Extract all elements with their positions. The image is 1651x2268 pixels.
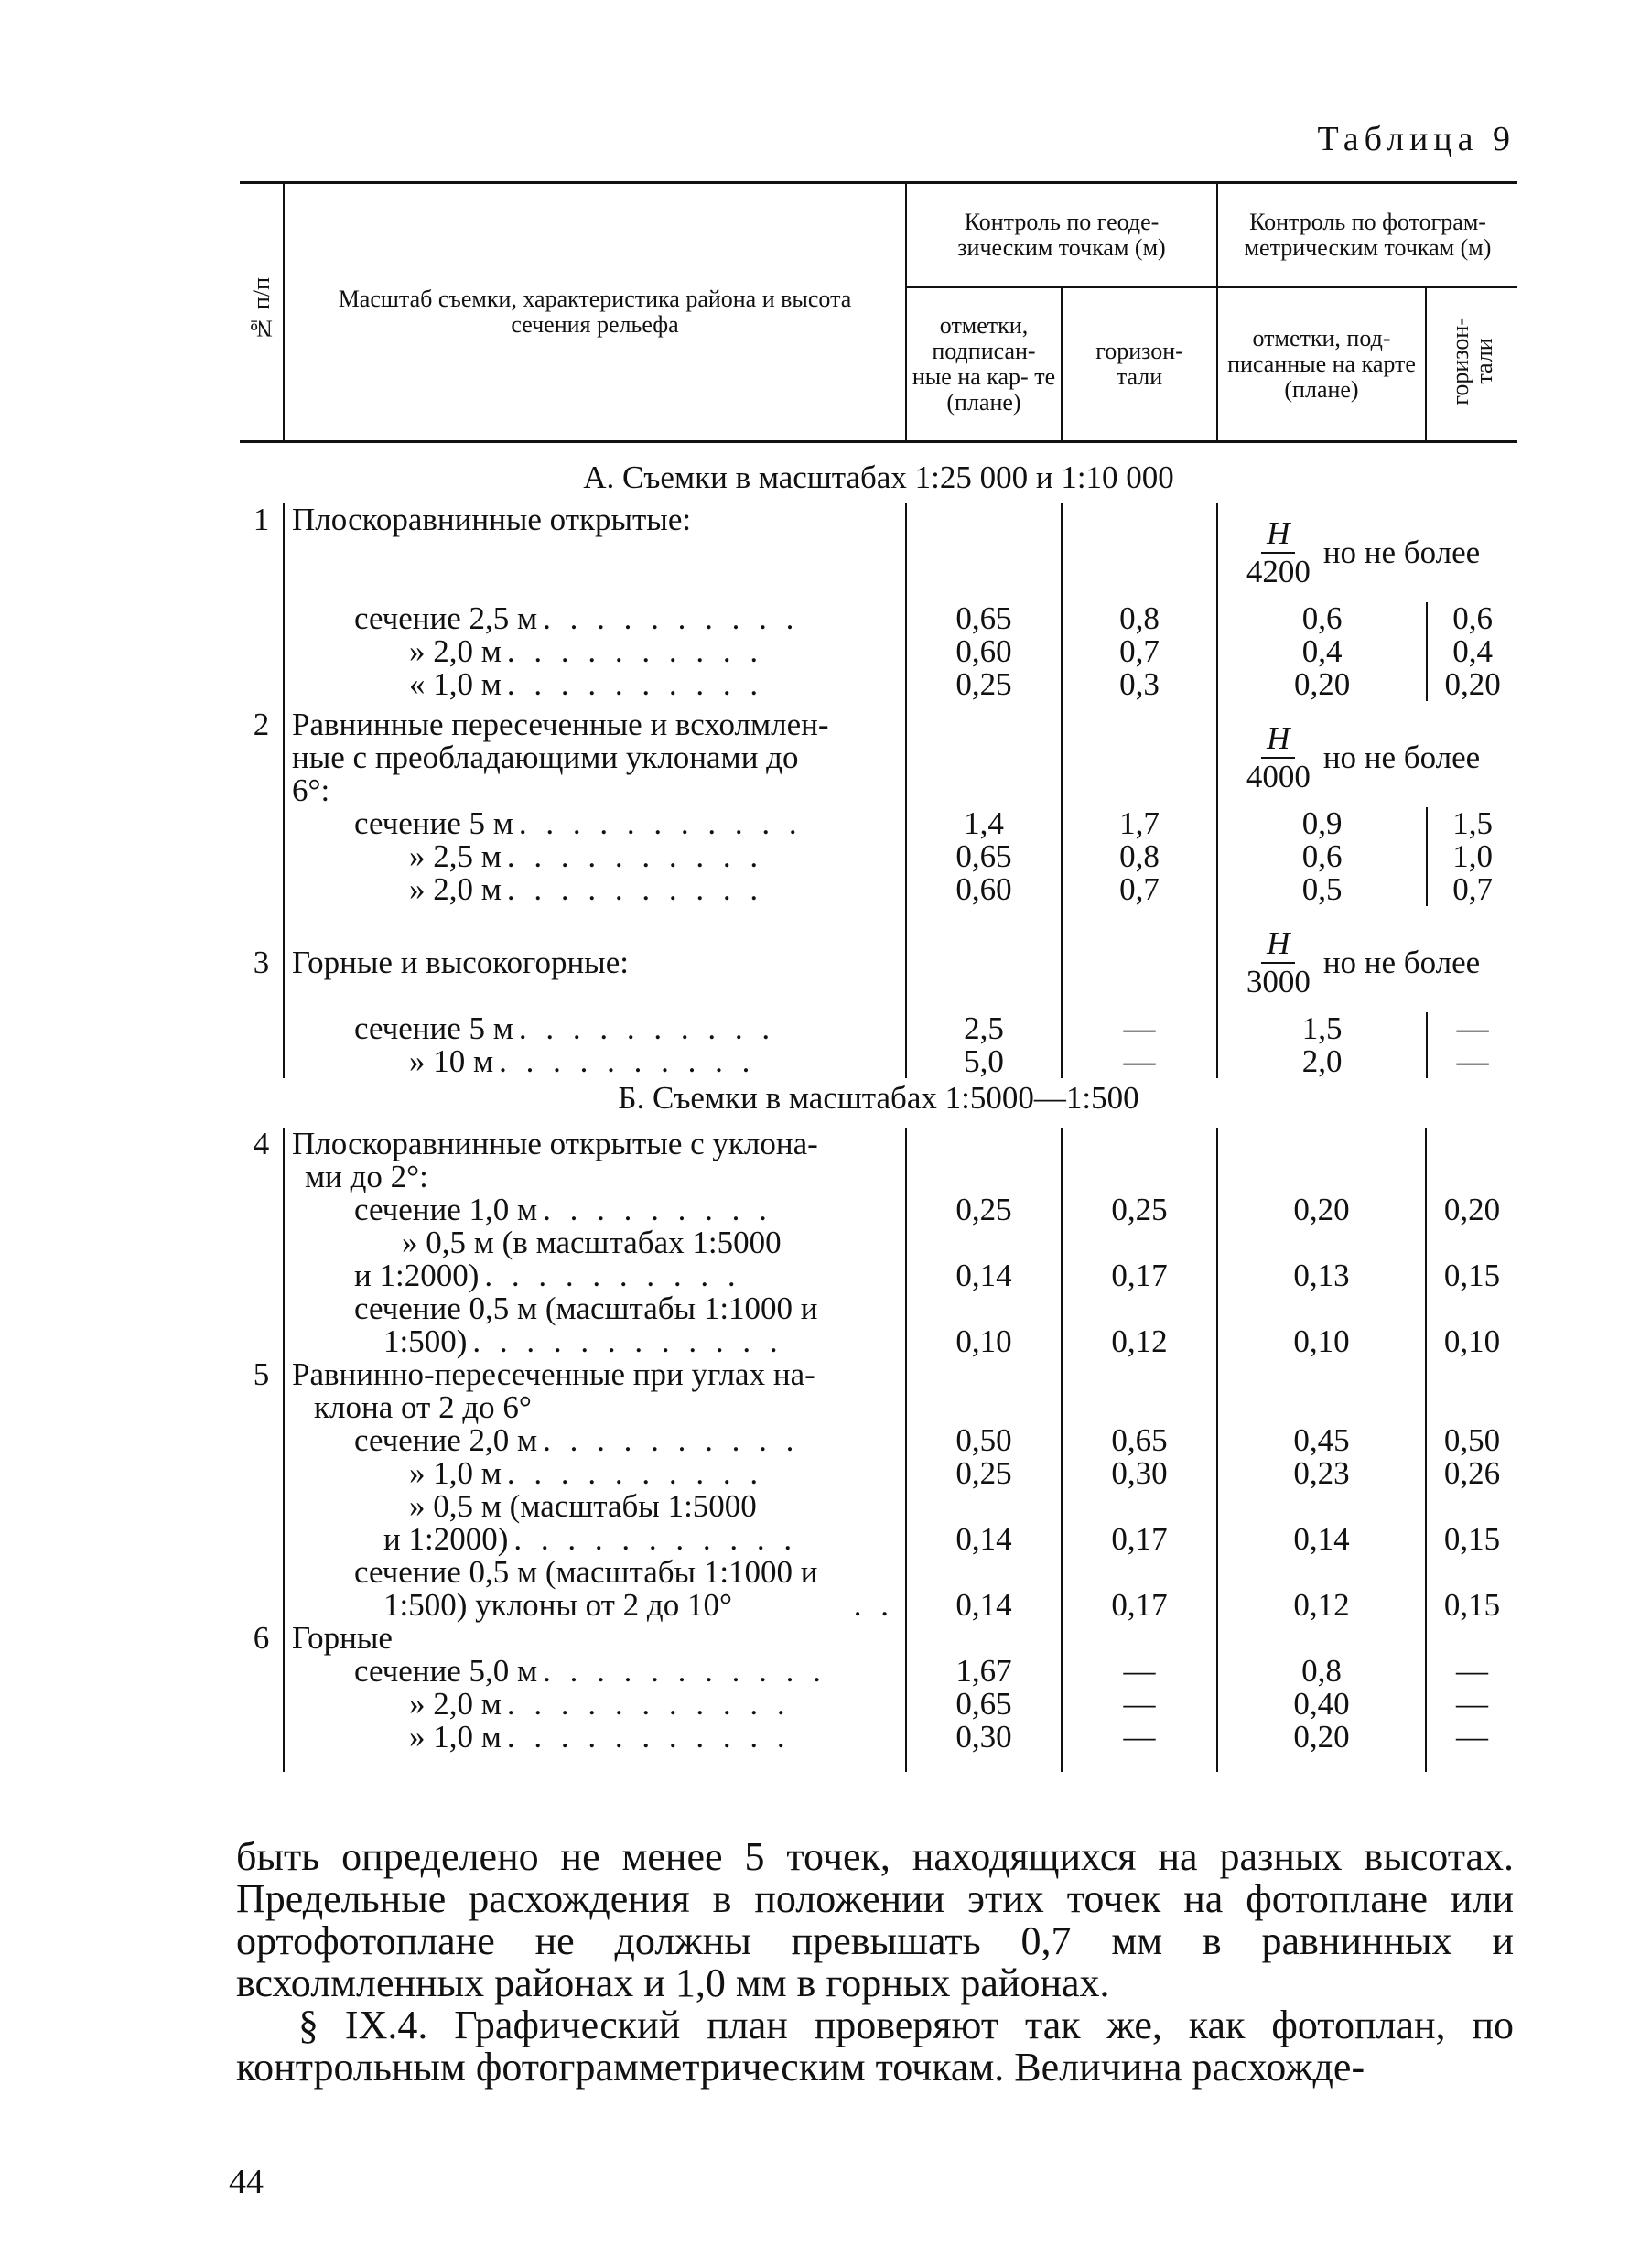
photo-marks-cell: 0,45 0,23 0,14 0,12 [1217,1358,1426,1622]
tolerance-formula: $\frac{H}{4000}$ но не более [1246,720,1481,794]
geo-marks-cell: 2,5 5,0 [906,906,1062,1078]
table-row [240,701,1517,906]
row-description: Плоскоравнинные открытые: сечение 2,5 м . . . . . . . . . . » 2,0 м . . . . . . . . . . « 1,0 м . . . . . . . . . . [284,503,906,701]
paragraph-section-ix4: § IX.4. Графический план проверяют так же, как фотоплан, по контрольным фотограмметрическим точкам. Величина расхожде- [236,2003,1514,2090]
header-photo-contours: горизон- тали [1426,287,1517,442]
table-row [240,1622,1517,1772]
photo-cells: $\frac{H}{3000}$ но не более 1,5 2,0 — — [1217,906,1517,1078]
header-photo-marks: отметки, под- писанные на карте (плане) [1217,287,1426,442]
header-description: Масштаб съемки, характеристика района и высота сечения рельефа [284,183,906,442]
row-number: 1 [253,502,270,537]
cell-label: сечение 2,5 м [354,600,538,636]
row-number: 2 [253,707,270,742]
table-row [240,906,1517,1078]
table-row [240,1128,1517,1358]
header-number: № п/п [247,276,275,342]
geo-contours-cell: 0,25 0,17 0,12 [1062,1128,1217,1358]
table-caption: Таблица 9 [1317,120,1516,158]
tolerance-formula: $\frac{H}{3000}$ но не более [1246,925,1481,999]
table-row [240,503,1517,701]
geo-contours-cell: — — — [1062,1622,1217,1772]
table-row [240,1358,1517,1622]
tolerance-formula: $\frac{H}{4200}$ но не более [1246,515,1481,589]
header-geodetic-group: Контроль по геоде- зическим точкам (м) [906,183,1217,288]
photo-marks-cell: 0,8 0,40 0,20 [1217,1622,1426,1772]
photo-cells: $\frac{H}{4000}$ но не более 0,9 0,6 0,5 1,5 1,0 0,7 [1217,701,1517,906]
header-photogrammetric-group: Контроль по фотограм- метрическим точкам (м) [1217,183,1517,288]
row-description: Горные и высокогорные: сечение 5 м . . . . . . . . . . » 10 м . . . . . . . . . . [284,906,906,1078]
row-number: 4 [253,1126,270,1161]
geo-contours-cell: 0,8 0,7 0,3 [1062,503,1217,701]
cell-label: « 1,0 м [409,666,502,702]
photo-contours-cell: — — — [1426,1622,1517,1772]
section-b-title: Б. Съемки в масштабах 1:5000—1:500 [618,1080,1139,1116]
row-description: Плоскоравнинные открытые с уклона- ми до 2°: сечение 1,0 м . . . . . . . . . » 0,5 м (в масштабах 1:5000 и 1:2000) . . . . . . . . . . сечение 0,5 м (масштабы 1:1000 и 1:500) . . . . . . . . . . . . [284,1128,906,1358]
paragraph: быть определено не менее 5 точек, находящихся на разных высотах. Предельные расхождения в положении этих точек на фотоплане или ортофотоплане не должны превышать 0,7 мм в равнинных и всхолмленных районах и 1,0 мм в горных районах. [236,1834,1514,2005]
photo-marks-cell: 0,20 0,13 0,10 [1217,1128,1426,1358]
geo-contours-cell: 0,65 0,30 0,17 0,17 [1062,1358,1217,1622]
page-number: 44 [229,2163,264,2201]
photo-contours-cell: 0,50 0,26 0,15 0,15 [1426,1358,1517,1622]
photo-cells: $\frac{H}{4200}$ но не более 0,6 0,4 0,20 0,6 0,4 0,20 [1217,503,1517,701]
geo-contours-cell: — — [1062,906,1217,1078]
header-geodetic-contours: горизон- тали [1062,287,1217,442]
geo-marks-cell: 1,4 0,65 0,60 [906,701,1062,906]
row-description: Горные сечение 5,0 м . . . . . . . . . . . » 2,0 м . . . . . . . . . . . » 1,0 м . . . . . . . . . . . [284,1622,906,1772]
geo-marks-cell: 0,25 0,14 0,10 [906,1128,1062,1358]
geo-contours-cell: 1,7 0,8 0,7 [1062,701,1217,906]
section-a-title: А. Съемки в масштабах 1:25 000 и 1:10 000 [583,459,1174,495]
body-text [236,1836,1514,2089]
geo-marks-cell: 0,65 0,60 0,25 [906,503,1062,701]
row-description: Равнинно-пересеченные при углах на- клона от 2 до 6° сечение 2,0 м . . . . . . . . . . » 1,0 м . . . . . . . . . . » 0,5 м (масштабы 1:5000 и 1:2000) . . . . . . . . . . . сечение 0,5 м (масштабы 1:1000 и 1:500) уклоны от 2 до 10° . . [284,1358,906,1622]
cell-label: » 2,0 м [409,633,502,669]
header-geodetic-marks: отметки, подписан- ные на кар- те (плане) [906,287,1062,442]
accuracy-table [240,181,1517,1772]
row-number: 5 [253,1356,270,1392]
row-number: 6 [253,1620,270,1656]
geo-marks-cell: 0,50 0,25 0,14 0,14 [906,1358,1062,1622]
geo-marks-cell: 1,67 0,65 0,30 [906,1622,1062,1772]
row-description: Равнинные пересеченные и всхолмлен- ные с преобладающими уклонами до 6°: сечение 5 м . . . . . . . . . . . » 2,5 м . . . . . . . . . . » 2,0 м . . . . . . . . . . [284,701,906,906]
photo-contours-cell: 0,20 0,15 0,10 [1426,1128,1517,1358]
row-title: Плоскоравнинные открытые: [292,502,692,537]
row-number: 3 [253,945,270,980]
